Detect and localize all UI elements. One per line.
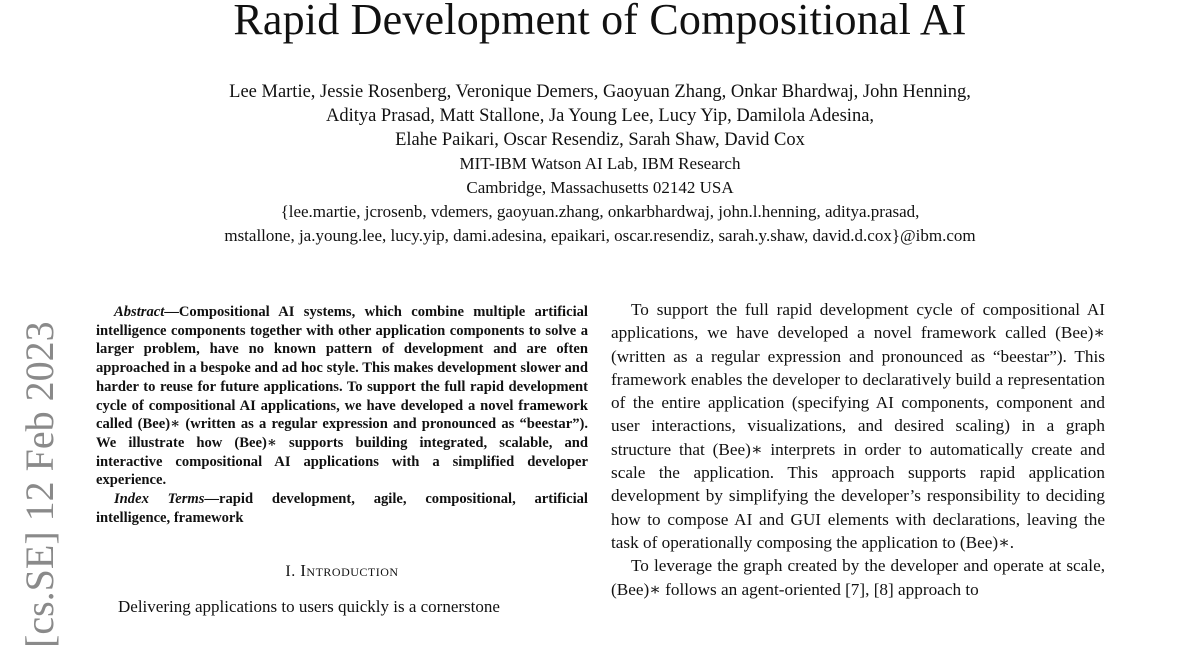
author-line: Lee Martie, Jessie Rosenberg, Veronique Demers, Gaoyuan Zhang, Onkar Bhardwaj, John Henning,: [229, 82, 971, 102]
body-paragraph: To support the full rapid development cycle of compositional AI applications, we have developed a novel framework called (Bee)∗ (written as a regular expression and pronounced as “beestar”). This framework enables the developer to declaratively build a representation of the entire application (specifying AI components, component and user interactions, visualizations, and desired scaling) in a graph structure that (Bee)∗ interprets in order to automatically create and scale the application. This approach supports rapid application development by simplifying the developer’s responsibility to deciding how to compose AI and GUI elements with declarations, leaving the task of operationally composing the application to (Bee)∗.: [611, 300, 1105, 552]
author-block: [0, 80, 1200, 248]
abstract-label: Abstract: [114, 304, 165, 320]
abstract: [96, 303, 588, 490]
section-heading: [96, 561, 588, 581]
right-column: [611, 298, 1105, 601]
section-number: I.: [285, 563, 296, 581]
author-line: Aditya Prasad, Matt Stallone, Ja Young Lee, Lucy Yip, Damilola Adesina,: [325, 106, 875, 126]
arxiv-stamp: [cs.SE] 12 Feb 2023: [17, 321, 62, 648]
index-terms-label: Index Terms: [114, 491, 205, 508]
affiliation-line: Cambridge, Massachusetts 02142 USA: [466, 178, 734, 197]
email-line: {lee.martie, jcrosenb, vdemers, gaoyuan.zhang, onkarbhardwaj, john.l.henning, aditya.prasad,: [280, 202, 920, 221]
abstract-text: —Compositional AI systems, which combine multiple artificial intelligence components together with other application components to solve a larger problem, have no known pattern of development and are often approached in a bespoke and ad hoc style. This makes development slower and harder to reuse for future applications. To support the full rapid development cycle of compositional AI applications, we have developed a novel framework called (Bee)∗ (written as a regular expression and pronounced as “beestar”). We illustrate how (Bee)∗ supports building integrated, scalable, and interactive compositional AI applications with a simplified developer experience.: [96, 304, 588, 489]
body-paragraph: To leverage the graph created by the developer and operate at scale, (Bee)∗ follows an agent-oriented [7], [8] approach to: [611, 556, 1105, 599]
intro-paragraph: Delivering applications to users quickly is a cornerstone: [118, 597, 500, 617]
section-title: Introduction: [300, 561, 399, 581]
left-column: [96, 303, 588, 618]
affiliation-line: MIT-IBM Watson AI Lab, IBM Research: [459, 154, 741, 173]
index-terms: [96, 490, 588, 527]
email-line: mstallone, ja.young.lee, lucy.yip, dami.adesina, epaikari, oscar.resendiz, sarah.y.shaw, david.d.cox}@ibm.com: [224, 226, 976, 245]
index-terms-text: —rapid development, agile, compositional, artificial intelligence, framework: [96, 491, 588, 526]
author-line: Elahe Paikari, Oscar Resendiz, Sarah Shaw, David Cox: [395, 130, 805, 150]
paper-title: Rapid Development of Compositional AI: [233, 0, 967, 44]
